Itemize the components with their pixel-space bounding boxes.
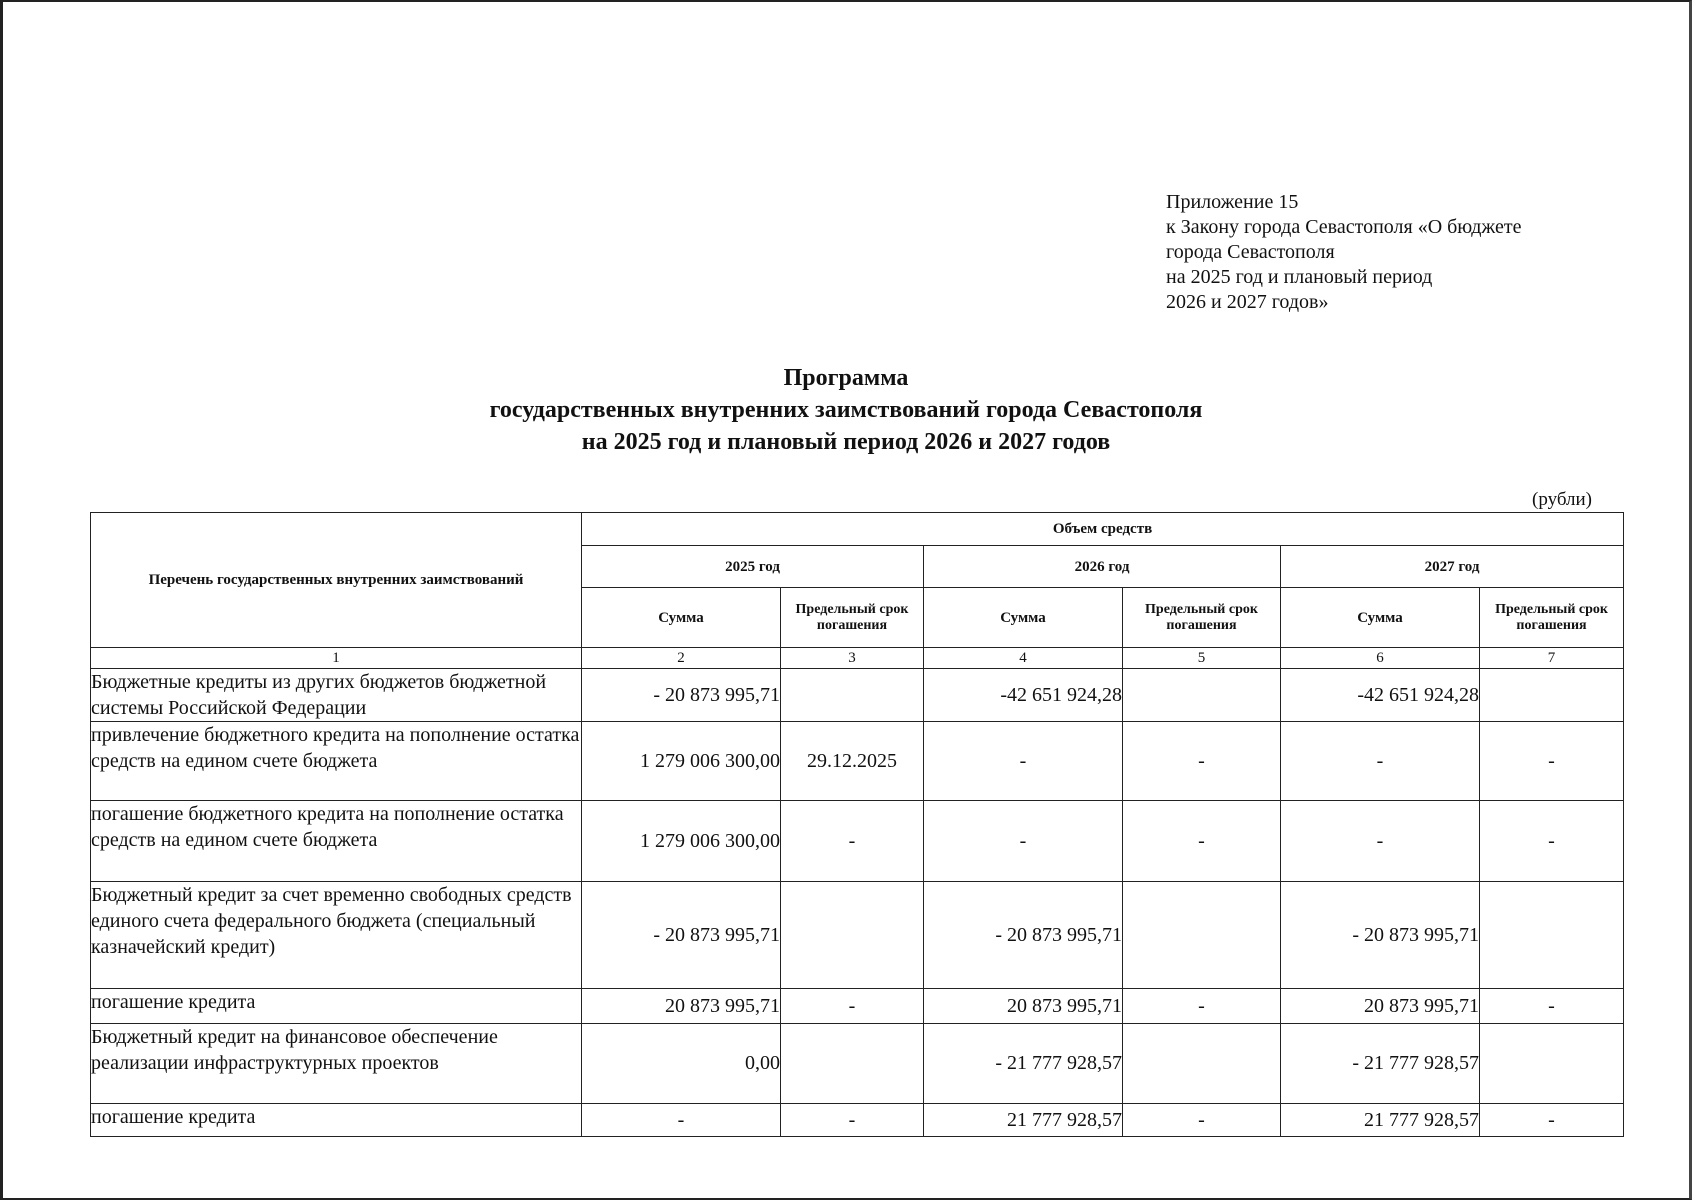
column-number: 3: [781, 648, 924, 669]
term-2025: -: [781, 801, 924, 882]
amount-2025: - 20 873 995,71: [582, 669, 781, 722]
amount-2027: - 20 873 995,71: [1281, 882, 1480, 989]
header-year-2027: 2027 год: [1281, 546, 1624, 588]
term-2027: -: [1480, 722, 1624, 801]
amount-2027: -: [1281, 722, 1480, 801]
appendix-line: города Севастополя: [1166, 241, 1335, 263]
table-row: [91, 882, 1624, 989]
term-2027: [1480, 882, 1624, 989]
column-number: 1: [91, 648, 582, 669]
table-row: [91, 669, 1624, 722]
amount-2026: - 20 873 995,71: [924, 882, 1123, 989]
table-row: [91, 989, 1624, 1024]
amount-2027: 20 873 995,71: [1281, 989, 1480, 1024]
header-sum: Сумма: [924, 588, 1123, 648]
term-2025: [781, 669, 924, 722]
amount-2026: -: [924, 722, 1123, 801]
row-name: погашение кредита: [91, 989, 582, 1024]
appendix-note: [1166, 190, 1521, 315]
title-line-1: Программа: [783, 365, 909, 391]
amount-2026: -42 651 924,28: [924, 669, 1123, 722]
amount-2026: 20 873 995,71: [924, 989, 1123, 1024]
amount-2027: -42 651 924,28: [1281, 669, 1480, 722]
title-line-2: государственных внутренних заимствований города Севастополя: [489, 397, 1203, 423]
table-row: [91, 1104, 1624, 1137]
term-2026: -: [1123, 1104, 1281, 1137]
table-row: [91, 1024, 1624, 1104]
term-2027: -: [1480, 989, 1624, 1024]
term-2027: [1480, 669, 1624, 722]
term-2027: -: [1480, 1104, 1624, 1137]
term-2025: -: [781, 1104, 924, 1137]
term-2025: -: [781, 989, 924, 1024]
term-2025: [781, 1024, 924, 1104]
document-title: [0, 362, 1692, 458]
amount-2025: -: [582, 1104, 781, 1137]
header-volume-label: Объем средств: [582, 513, 1624, 546]
amount-2027: -: [1281, 801, 1480, 882]
column-number: 5: [1123, 648, 1281, 669]
row-name: Бюджетный кредит за счет временно свободных средств единого счета федерального бюджета (специальный казначейский кредит): [91, 882, 582, 989]
term-2027: [1480, 1024, 1624, 1104]
appendix-line: к Закону города Севастополя «О бюджете: [1166, 216, 1522, 238]
appendix-line: Приложение 15: [1166, 191, 1299, 213]
amount-2027: - 21 777 928,57: [1281, 1024, 1480, 1104]
amount-2025: 20 873 995,71: [582, 989, 781, 1024]
header-term: Предельный срок погашения: [781, 588, 924, 648]
row-name: Бюджетный кредит на финансовое обеспечение реализации инфраструктурных проектов: [91, 1024, 582, 1104]
amount-2025: - 20 873 995,71: [582, 882, 781, 989]
appendix-line: 2026 и 2027 годов»: [1166, 291, 1329, 313]
header-term: Предельный срок погашения: [1480, 588, 1624, 648]
amount-2026: 21 777 928,57: [924, 1104, 1123, 1137]
row-name: погашение кредита: [91, 1104, 582, 1137]
column-number: 4: [924, 648, 1123, 669]
term-2026: [1123, 669, 1281, 722]
table-row: [91, 801, 1624, 882]
header-year-2026: 2026 год: [924, 546, 1281, 588]
amount-2025: 0,00: [582, 1024, 781, 1104]
column-number: 6: [1281, 648, 1480, 669]
title-line-3: на 2025 год и плановый период 2026 и 2027 годов: [581, 429, 1111, 455]
table-row: [91, 722, 1624, 801]
header-list-label: Перечень государственных внутренних заимствований: [91, 513, 582, 648]
row-name: привлечение бюджетного кредита на пополнение остатка средств на едином счете бюджета: [91, 722, 582, 801]
term-2026: [1123, 882, 1281, 989]
header-sum: Сумма: [1281, 588, 1480, 648]
header-year-2025: 2025 год: [582, 546, 924, 588]
term-2026: [1123, 1024, 1281, 1104]
amount-2025: 1 279 006 300,00: [582, 722, 781, 801]
term-2026: -: [1123, 989, 1281, 1024]
appendix-line: на 2025 год и плановый период: [1166, 266, 1433, 288]
term-2026: -: [1123, 722, 1281, 801]
term-2026: -: [1123, 801, 1281, 882]
amount-2027: 21 777 928,57: [1281, 1104, 1480, 1137]
row-name: погашение бюджетного кредита на пополнение остатка средств на едином счете бюджета: [91, 801, 582, 882]
amount-2026: -: [924, 801, 1123, 882]
row-name: Бюджетные кредиты из других бюджетов бюджетной системы Российской Федерации: [91, 669, 582, 722]
header-sum: Сумма: [582, 588, 781, 648]
term-2025: 29.12.2025: [781, 722, 924, 801]
borrowings-table: [90, 512, 1624, 1137]
header-term: Предельный срок погашения: [1123, 588, 1281, 648]
term-2025: [781, 882, 924, 989]
units-label: (рубли): [1532, 489, 1592, 510]
amount-2026: - 21 777 928,57: [924, 1024, 1123, 1104]
column-number: 7: [1480, 648, 1624, 669]
term-2027: -: [1480, 801, 1624, 882]
amount-2025: 1 279 006 300,00: [582, 801, 781, 882]
column-number: 2: [582, 648, 781, 669]
